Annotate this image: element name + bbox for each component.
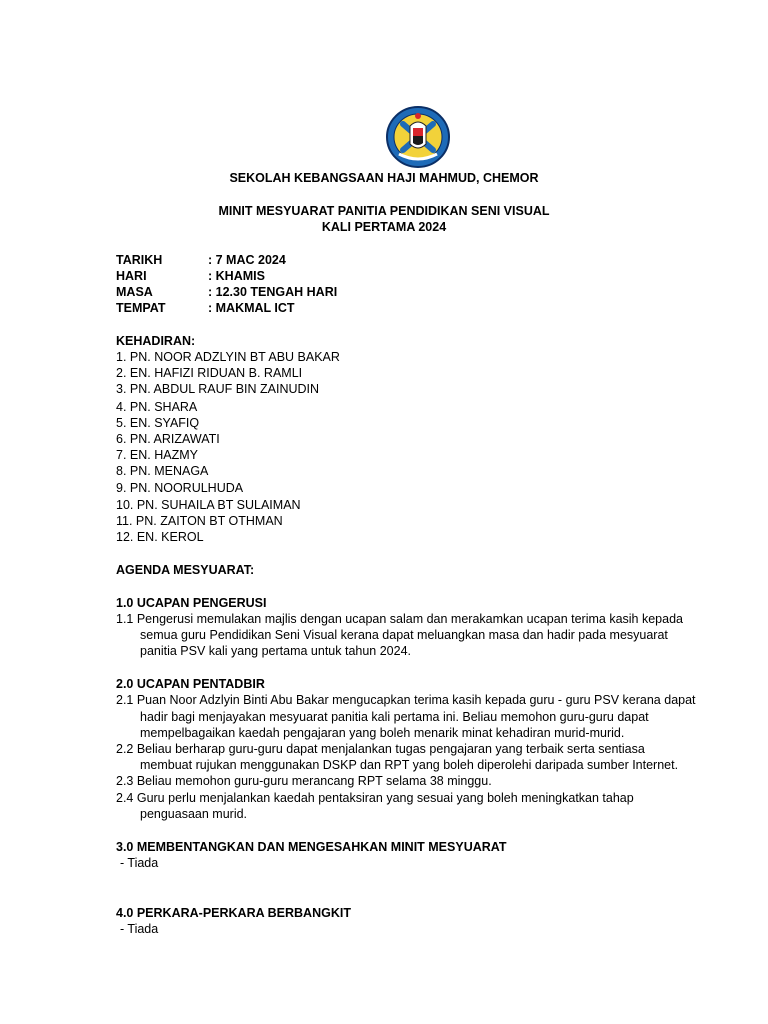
section-line: penguasaan murid. [140, 807, 248, 821]
meta-value: : 7 MAC 2024 [208, 253, 286, 267]
attendance-item: 11. PN. ZAITON BT OTHMAN [116, 514, 283, 528]
section-heading: 1.0 UCAPAN PENGERUSI [116, 596, 267, 610]
document-title: MINIT MESYUARAT PANITIA PENDIDIKAN SENI VISUAL [218, 204, 550, 218]
section-line: 2.2 Beliau berharap guru-guru dapat menjalankan tugas pengajaran yang terbaik serta sentiasa [116, 742, 645, 756]
school-name: SEKOLAH KEBANGSAAN HAJI MAHMUD, CHEMOR [229, 171, 539, 185]
document-subtitle: KALI PERTAMA 2024 [321, 220, 447, 234]
agenda-heading: AGENDA MESYUARAT: [116, 563, 255, 577]
section-heading: 2.0 UCAPAN PENTADBIR [116, 677, 265, 691]
attendance-item: 2. EN. HAFIZI RIDUAN B. RAMLI [116, 366, 303, 380]
section-line: 2.3 Beliau memohon guru-guru merancang RPT selama 38 minggu. [116, 774, 492, 788]
meta-value: : KHAMIS [208, 269, 265, 283]
school-crest-icon [385, 104, 451, 170]
meta-value: : MAKMAL ICT [208, 301, 295, 315]
meta-label: TARIKH [116, 253, 163, 267]
section-line: panitia PSV kali yang pertama untuk tahun 2024. [140, 644, 412, 658]
attendance-item: 8. PN. MENAGA [116, 464, 209, 478]
section-line: semua guru Pendidikan Seni Visual kerana dapat meluangkan masa dan hadir pada mesyuarat [140, 628, 668, 642]
section-note: - Tiada [120, 856, 159, 870]
attendance-item: 7. EN. HAZMY [116, 448, 198, 462]
meta-label: HARI [116, 269, 147, 283]
attendance-item: 1. PN. NOOR ADZLYIN BT ABU BAKAR [116, 350, 340, 364]
attendance-item: 9. PN. NOORULHUDA [116, 481, 244, 495]
section-line: hadir bagi menjayakan mesyuarat panitia kali pertama ini. Beliau memohon guru-guru dapat [140, 710, 649, 724]
attendance-item: 12. EN. KEROL [116, 530, 204, 544]
meta-value: : 12.30 TENGAH HARI [208, 285, 338, 299]
section-line: membuat rujukan menggunakan DSKP dan RPT yang boleh diperolehi daripada sumber Internet. [140, 758, 679, 772]
attendance-item: 6. PN. ARIZAWATI [116, 432, 220, 446]
section-line: mempelbagaikan kaedah pengajaran yang boleh menarik minat kehadiran murid-murid. [140, 726, 625, 740]
attendance-item: 10. PN. SUHAILA BT SULAIMAN [116, 498, 301, 512]
section-heading: 3.0 MEMBENTANGKAN DAN MENGESAHKAN MINIT MESYUARAT [116, 840, 507, 854]
attendance-item: 3. PN. ABDUL RAUF BIN ZAINUDIN [116, 382, 320, 396]
meta-label: TEMPAT [116, 301, 166, 315]
section-line: 2.4 Guru perlu menjalankan kaedah pentaksiran yang sesuai yang boleh meningkatkan tahap [116, 791, 634, 805]
section-line: 1.1 Pengerusi memulakan majlis dengan ucapan salam dan merakamkan ucapan terima kasih kepada [116, 612, 683, 626]
attendance-heading: KEHADIRAN: [116, 334, 196, 348]
attendance-item: 4. PN. SHARA [116, 400, 198, 414]
section-heading: 4.0 PERKARA-PERKARA BERBANGKIT [116, 906, 351, 920]
meta-label: MASA [116, 285, 153, 299]
attendance-item: 5. EN. SYAFIQ [116, 416, 200, 430]
section-line: 2.1 Puan Noor Adzlyin Binti Abu Bakar mengucapkan terima kasih kepada guru - guru PSV kerana dapat [116, 693, 696, 707]
section-note: - Tiada [120, 922, 159, 936]
